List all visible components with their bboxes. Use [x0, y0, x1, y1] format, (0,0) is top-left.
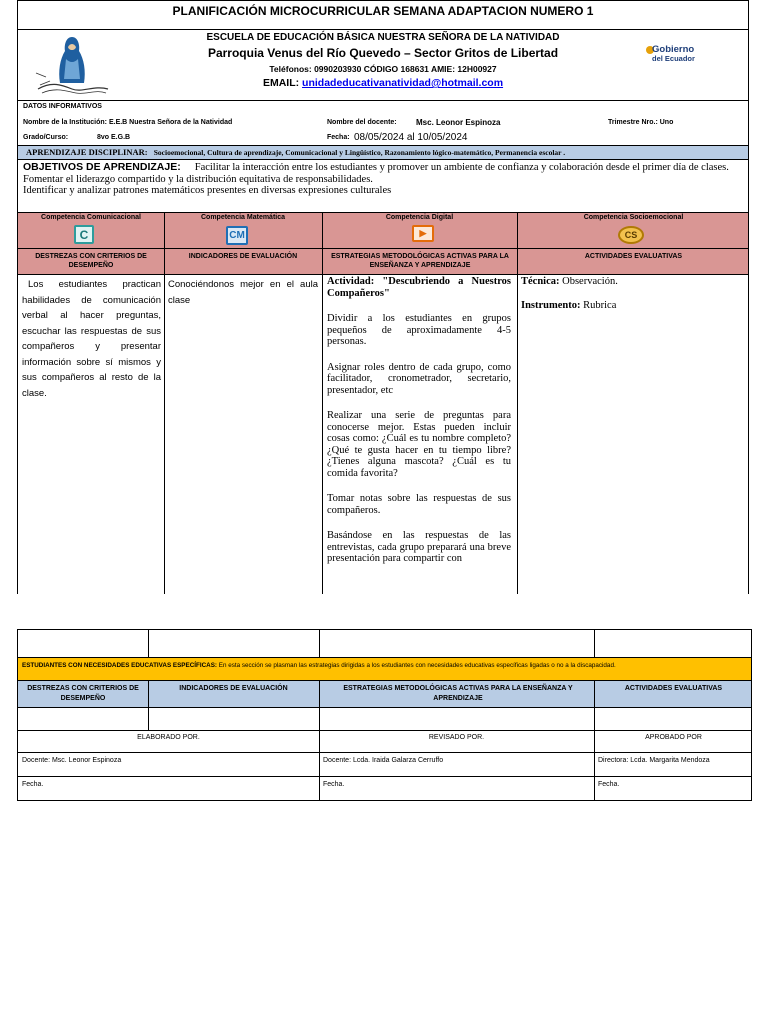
tecnica-line	[521, 276, 746, 288]
col-estrategias: ESTRATEGIAS METODOLÓGICAS ACTIVAS PARA LA ENSEÑANZA Y APRENDIZAJE	[331, 253, 509, 269]
p2-col-destrezas: DESTREZAS CON CRITERIOS DE DESEMPEÑO	[27, 685, 139, 702]
revisado-fecha: Fecha.	[323, 781, 345, 788]
competency-label-comunicacional: Competencia Comunicacional	[41, 214, 141, 221]
actividades-cell	[521, 276, 746, 312]
col-destrezas: DESTREZAS CON CRITERIOS DE DESEMPEÑO	[35, 253, 147, 269]
strategy-step-2: Asignar roles dentro de cada grupo, como facilitador, cronometrador, secretario, presentador, etc	[327, 361, 511, 396]
email-label: EMAIL:	[262, 77, 300, 89]
nee-label: ESTUDIANTES CON NECESIDADES EDUCATIVAS ESPECÍFICAS:	[22, 662, 217, 669]
signature-heading-row	[17, 730, 752, 753]
p2-col-indicadores: INDICADORES DE EVALUACIÓN	[179, 685, 288, 692]
gov-logo	[646, 44, 716, 68]
info-date: 08/05/2024 al 10/05/2024	[354, 132, 468, 143]
p2-col-actividades: ACTIVIDADES EVALUATIVAS	[624, 685, 723, 692]
school-phones: Teléfonos: 0990203930 CÓDIGO 168631 AMIE: 12H00927	[269, 64, 497, 74]
instrumento-line	[521, 300, 746, 312]
tecnica-value: Observación.	[562, 276, 618, 287]
competency-label-socioemocional: Competencia Socioemocional	[583, 214, 684, 221]
aprendizaje-row	[17, 145, 749, 160]
info-grade-label: Grado/Curso:	[23, 134, 69, 141]
col-actividades: ACTIVIDADES EVALUATIVAS	[584, 253, 683, 260]
elaborado-label: ELABORADO POR.	[137, 734, 200, 741]
competency-c-icon: C	[74, 225, 94, 244]
instrumento-label: Instrumento:	[521, 300, 581, 311]
objective-2: Fomentar el liderazgo compartido y la distribución equitativa de responsabilidades.	[23, 173, 373, 185]
elaborado-docente: Docente: Msc. Leonor Espinoza	[22, 757, 122, 764]
tecnica-label: Técnica:	[521, 276, 560, 287]
signature-names-row	[17, 752, 752, 777]
competency-row	[17, 212, 749, 249]
aprobado-label: APROBADO POR	[645, 734, 702, 741]
aprobado-fecha: Fecha.	[598, 781, 620, 788]
empty-row-top	[17, 629, 752, 658]
elaborado-fecha: Fecha.	[22, 781, 44, 788]
info-grade: 8vo E.G.B	[97, 134, 131, 141]
signature-date-row	[17, 776, 752, 801]
competency-label-matematica: Competencia Matemática	[200, 214, 286, 221]
column-header-row	[17, 248, 749, 275]
aprobado-directora: Directora: Lcda. Margarita Mendoza	[598, 757, 710, 764]
revisado-label: REVISADO POR.	[428, 734, 485, 741]
competency-cm-icon: CM	[226, 226, 248, 245]
info-block	[17, 100, 749, 146]
info-trimester: Trimestre Nro.: Uno	[608, 119, 674, 126]
col-indicadores: INDICADORES DE EVALUACIÓN	[188, 253, 298, 260]
objectives-label: OBJETIVOS DE APRENDIZAJE:	[23, 161, 181, 173]
school-email-link[interactable]: unidadeducativanatividad@hotmail.com	[302, 77, 504, 89]
gov-logo-line2: del Ecuador	[652, 54, 695, 63]
info-date-label: Fecha:	[327, 134, 350, 141]
objective-3: Identificar y analizar patrones matemáticos presentes en diversas expresiones culturales	[23, 185, 392, 196]
nee-row	[17, 657, 752, 681]
gov-logo-line1: Gobierno	[652, 44, 695, 55]
activity-title: Actividad: "Descubriendo a Nuestros Compañeros"	[327, 276, 511, 299]
competency-label-digital: Competencia Digital	[385, 214, 454, 221]
strategy-step-3: Realizar una serie de preguntas para conocerse mejor. Estas pueden incluir cosas como: ¿Cuál es tu nombre completo? ¿Qué te gusta hacer en tu tiempo libre? ¿Tienes alguna mascota? ¿Cuál es tu comida favorita?	[327, 410, 511, 479]
school-logo	[32, 33, 112, 97]
aprendizaje-label: APRENDIZAJE DISCIPLINAR:	[26, 147, 148, 157]
competency-cs-icon: CS	[618, 226, 644, 244]
info-institution: Nombre de la Institución: E.E.B Nuestra Señora de la Natividad	[23, 119, 233, 126]
indicadores-text: Conociéndonos mejor en el aula clase	[168, 279, 318, 306]
destrezas-text: Los estudiantes practican habilidades de comunicación verbal al hacer preguntas, escuchar las respuestas de sus compañeros y presentar información sobre sí mismos y sus compañeros al resto de la clase.	[22, 279, 161, 399]
info-teacher-label: Nombre del docente:	[327, 119, 397, 126]
aprendizaje-value: Socioemocional, Cultura de aprendizaje, Comunicacional y Lingüístico, Razonamiento lógico-matemático, Permanencia escolar .	[153, 148, 566, 157]
objective-1: Facilitar la interacción entre los estudiantes y promover un ambiente de confianza y colaboración desde el primer día de clases.	[194, 162, 729, 173]
page-2	[17, 629, 752, 801]
nee-text: En esta sección se plasman las estrategias dirigidas a los estudiantes con necesidades educativas específicas ligadas o no a la discapacidad.	[218, 662, 616, 669]
instrumento-value: Rubrica	[583, 300, 617, 311]
info-section-label: DATOS INFORMATIVOS	[23, 103, 102, 110]
strategy-step-5: Basándose en las respuestas de las entrevistas, cada grupo preparará una breve presentación para compartir con	[327, 530, 511, 564]
school-email-line	[118, 77, 648, 89]
school-parish: Parroquia Venus del Río Quevedo – Sector Gritos de Libertad	[207, 46, 559, 60]
competency-digital-icon: ▶	[412, 225, 434, 242]
school-name: ESCUELA DE EDUCACIÓN BÁSICA NUESTRA SEÑORA DE LA NATIVIDAD	[206, 32, 560, 43]
objectives-block	[17, 159, 749, 213]
strategy-step-4: Tomar notas sobre las respuestas de sus compañeros.	[327, 493, 511, 516]
page2-column-header-row	[17, 680, 752, 708]
page-1	[17, 0, 749, 594]
content-row	[17, 274, 749, 594]
estrategias-cell	[327, 276, 511, 565]
info-teacher: Msc. Leonor Espinoza	[416, 118, 501, 127]
empty-row-middle	[17, 707, 752, 731]
school-header	[17, 29, 749, 101]
strategy-step-1: Dividir a los estudiantes en grupos pequeños de aproximadamente 4-5 personas.	[327, 313, 511, 347]
revisado-docente: Docente: Lcda. Iraida Galarza Cerruffo	[323, 757, 444, 764]
p2-col-estrategias: ESTRATEGIAS METODOLÓGICAS ACTIVAS PARA LA ENSEÑANZA Y APRENDIZAJE	[343, 685, 573, 702]
doc-title: PLANIFICACIÓN MICROCURRICULAR SEMANA ADAPTACION NUMERO 1	[17, 0, 749, 30]
